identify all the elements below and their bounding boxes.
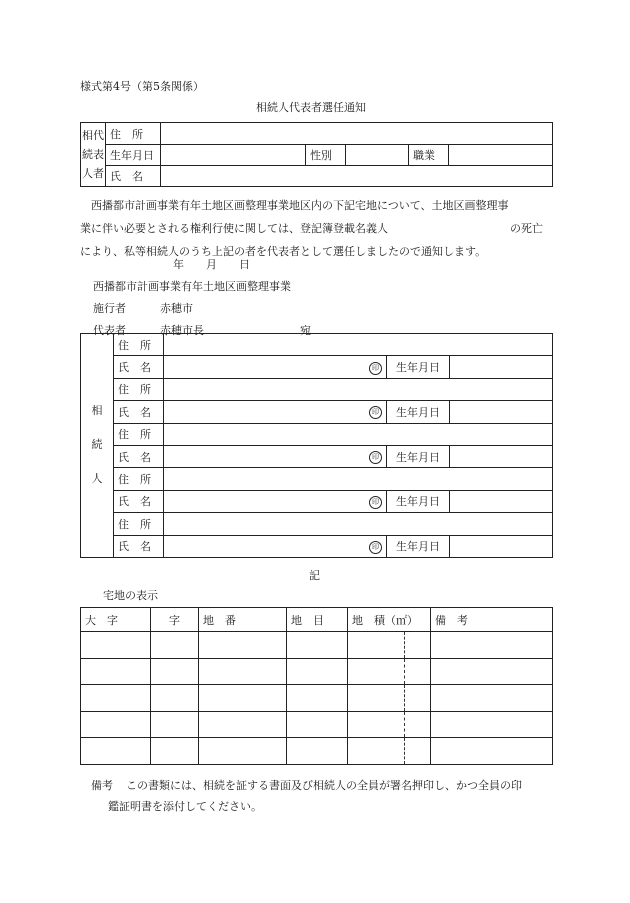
heirs-row: [81, 423, 553, 445]
ki-label: 記: [309, 569, 320, 582]
date-line: 年 月 日: [173, 258, 250, 271]
heir-birthdate-field[interactable]: [450, 356, 553, 378]
land-row: [81, 632, 553, 659]
land-cell[interactable]: [199, 658, 287, 685]
land-row: [81, 738, 553, 765]
land-table: [80, 607, 553, 765]
heirs-row: [81, 513, 553, 535]
land-cell[interactable]: [431, 658, 553, 685]
land-cell[interactable]: [431, 711, 553, 738]
gender-field[interactable]: [346, 145, 409, 166]
heirs-row: [81, 334, 553, 356]
land-header-row: [81, 608, 553, 632]
heir-address-label: 住 所: [114, 378, 164, 400]
land-cell[interactable]: [348, 711, 431, 738]
heir-name-field[interactable]: [164, 401, 387, 423]
land-cell[interactable]: [348, 632, 431, 659]
heirs-row: [81, 490, 553, 512]
land-cell[interactable]: [287, 658, 348, 685]
heir-name-label: 氏 名: [114, 535, 164, 557]
land-cell[interactable]: [151, 658, 199, 685]
heir-name-field[interactable]: [164, 445, 387, 467]
heir-name-label: 氏 名: [114, 445, 164, 467]
heirs-row: [81, 468, 553, 490]
birthdate-label: 生年月日: [106, 145, 161, 166]
land-cell[interactable]: [287, 685, 348, 712]
seal-icon: 印: [369, 362, 382, 375]
seal-icon: 印: [369, 541, 382, 554]
heir-address-label: 住 所: [114, 423, 164, 445]
land-header-cell: 地 番: [199, 608, 287, 632]
executor-value: 赤穂市: [160, 302, 193, 315]
heirs-row: [81, 378, 553, 400]
heir-name-label: 氏 名: [114, 356, 164, 378]
executor-label: 施行者: [93, 302, 126, 315]
land-row: [81, 685, 553, 712]
land-cell[interactable]: [287, 738, 348, 765]
land-cell[interactable]: [81, 632, 151, 659]
land-section-title: 宅地の表示: [103, 589, 158, 602]
occupation-label: 職業: [409, 145, 449, 166]
land-header-cell: 大 字: [81, 608, 151, 632]
address-label: 住 所: [106, 123, 161, 145]
body-paragraph: [80, 194, 558, 263]
land-row: [81, 711, 553, 738]
heir-birthdate-label: 生年月日: [387, 401, 450, 423]
heir-birthdate-label: 生年月日: [387, 490, 450, 512]
rep-value: 赤穂市長: [160, 324, 204, 337]
land-header-cell: 地 積（㎡）: [348, 608, 431, 632]
note-line-2: 鑑証明書を添付してください。: [108, 800, 262, 813]
heir-birthdate-field[interactable]: [450, 445, 553, 467]
heir-birthdate-field[interactable]: [450, 535, 553, 557]
land-cell[interactable]: [287, 632, 348, 659]
heir-name-field[interactable]: [164, 356, 387, 378]
name-label: 氏 名: [106, 166, 161, 187]
name-field[interactable]: [161, 166, 553, 187]
decimal-divider: [404, 659, 405, 685]
representative-table: [80, 122, 553, 187]
heir-name-label: 氏 名: [114, 490, 164, 512]
land-cell[interactable]: [81, 711, 151, 738]
heirs-row: [81, 445, 553, 467]
land-cell[interactable]: [199, 738, 287, 765]
note-label: 備考: [91, 779, 113, 792]
heir-name-label: 氏 名: [114, 401, 164, 423]
rep-label: 代表者: [93, 324, 126, 337]
heirs-side-label: 相 続 人: [81, 334, 114, 558]
land-cell[interactable]: [287, 711, 348, 738]
land-cell[interactable]: [431, 685, 553, 712]
heir-address-field[interactable]: [164, 378, 553, 400]
land-cell[interactable]: [151, 685, 199, 712]
heir-birthdate-field[interactable]: [450, 490, 553, 512]
land-cell[interactable]: [151, 738, 199, 765]
heir-birthdate-field[interactable]: [450, 401, 553, 423]
project-name: 西播都市計画事業有年土地区画整理事業: [93, 280, 291, 293]
heir-birthdate-label: 生年月日: [387, 445, 450, 467]
heir-birthdate-label: 生年月日: [387, 356, 450, 378]
heir-name-field[interactable]: [164, 535, 387, 557]
decimal-divider: [404, 685, 405, 711]
heirs-row: [81, 401, 553, 423]
representative-side-label: 相代 続表 人者: [81, 123, 106, 187]
body-line-1: 西播都市計画事業有年土地区画整理事業地区内の下記宅地について、土地区画整理事: [91, 199, 509, 212]
seal-icon: 印: [369, 496, 382, 509]
land-cell[interactable]: [151, 632, 199, 659]
note-line-1: この書類には、相続を証する書面及び相続人の全員が署名押印し、かつ全員の印: [126, 779, 522, 792]
land-header-cell: 地 目: [287, 608, 348, 632]
land-cell[interactable]: [81, 658, 151, 685]
heir-address-field[interactable]: [164, 468, 553, 490]
heir-name-field[interactable]: [164, 490, 387, 512]
address-field[interactable]: [161, 123, 553, 145]
heirs-table: [80, 333, 553, 558]
heir-address-field[interactable]: [164, 513, 553, 535]
land-cell[interactable]: [348, 738, 431, 765]
land-cell[interactable]: [199, 711, 287, 738]
seal-icon: 印: [369, 451, 382, 464]
land-cell[interactable]: [199, 685, 287, 712]
body-line-2: 業に伴い必要とされる権利行使に関しては、登記簿登載名義人 の死亡: [80, 222, 543, 235]
body-line-3: により、私等相続人のうち上記の者を代表者として選任しましたので通知します。: [80, 245, 487, 258]
land-header-cell: 備 考: [431, 608, 553, 632]
heir-address-label: 住 所: [114, 334, 164, 356]
land-cell[interactable]: [199, 632, 287, 659]
land-cell[interactable]: [81, 738, 151, 765]
form-number: 様式第4号（第5条関係）: [80, 80, 204, 93]
land-cell[interactable]: [431, 632, 553, 659]
decimal-divider: [404, 712, 405, 738]
land-cell[interactable]: [151, 711, 199, 738]
heir-address-field[interactable]: [164, 334, 553, 356]
heir-address-label: 住 所: [114, 513, 164, 535]
honorific: 宛: [300, 324, 311, 337]
seal-icon: 印: [369, 406, 382, 419]
land-cell[interactable]: [348, 685, 431, 712]
land-cell[interactable]: [431, 738, 553, 765]
heir-birthdate-label: 生年月日: [387, 535, 450, 557]
heirs-row: [81, 535, 553, 557]
birthdate-field[interactable]: [161, 145, 306, 166]
decimal-divider: [404, 738, 405, 764]
occupation-field[interactable]: [449, 145, 553, 166]
decimal-divider: [404, 632, 405, 658]
land-cell[interactable]: [81, 685, 151, 712]
land-row: [81, 658, 553, 685]
heir-address-label: 住 所: [114, 468, 164, 490]
heirs-row: [81, 356, 553, 378]
land-cell[interactable]: [348, 658, 431, 685]
land-header-cell: 字: [151, 608, 199, 632]
heir-address-field[interactable]: [164, 423, 553, 445]
page-title: 相続人代表者選任通知: [256, 101, 366, 114]
gender-label: 性別: [306, 145, 346, 166]
